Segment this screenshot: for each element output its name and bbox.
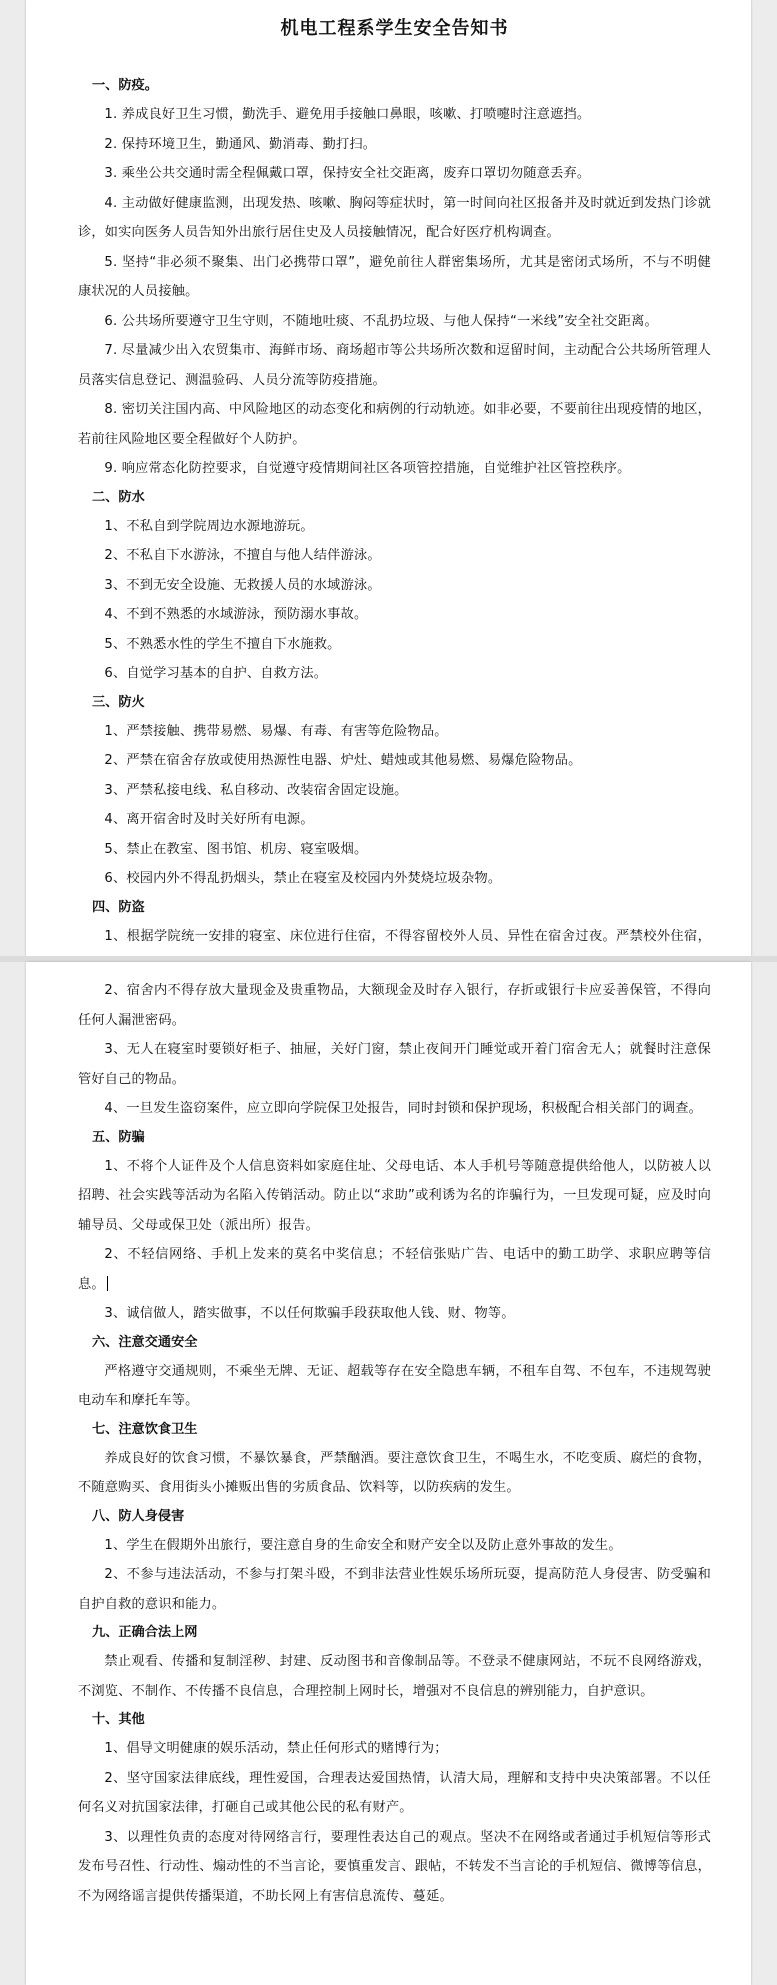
- paragraph: 2、不参与违法活动，不参与打架斗殴，不到非法营业性娱乐场所玩耍，提高防范人身侵害、防受骗和自护自救的意识和能力。: [78, 1567, 711, 1612]
- paragraph: 1、倡导文明健康的娱乐活动，禁止任何形式的赌博行为；: [104, 1741, 448, 1756]
- section-heading: 七、注意饮食卫生: [92, 1421, 198, 1437]
- page-2-body: [78, 976, 711, 1911]
- document-page-2: [26, 962, 751, 1985]
- section-heading: 九、正确合法上网: [92, 1625, 198, 1640]
- paragraph: 4、离开宿舍时及时关好所有电源。: [104, 812, 314, 827]
- paragraph: 1、不将个人证件及个人信息资料如家庭住址、父母电话、本人手机号等随意提供给他人，以防被人以招聘、社会实践等活动为名陷入传销活动。防止以“求助”或利诱为名的诈骗行为，一旦发现可疑，应及时向辅导员、父母或保卫处（派出所）报告。: [78, 1158, 711, 1233]
- paragraph: 4、不到不熟悉的水域游泳，预防溺水事故。: [104, 607, 368, 622]
- paragraph: 1、严禁接触、携带易燃、易爆、有毒、有害等危险物品。: [104, 723, 448, 739]
- paragraph: 禁止观看、传播和复制淫秽、封建、反动图书和音像制品等。不登录不健康网站，不玩不良网络游戏，不浏览、不制作、不传播不良信息，合理控制上网时长，增强对不良信息的辨别能力，自护意识。: [78, 1654, 711, 1699]
- paragraph: 2、不私自下水游泳，不擅自与他人结伴游泳。: [104, 548, 381, 563]
- paragraph: 5. 坚持“非必须不聚集、出门必携带口罩”，避免前往人群密集场所，尤其是密闭式场所，不与不明健康状况的人员接触。: [78, 254, 711, 299]
- paragraph: 严格遵守交通规则，不乘坐无牌、无证、超载等存在安全隐患车辆，不租车自驾、不包车，不违规驾驶电动车和摩托车等。: [78, 1363, 711, 1408]
- page-1-body: [78, 74, 711, 981]
- paragraph: 3、不到无安全设施、无救援人员的水域游泳。: [104, 577, 381, 593]
- section-heading: 六、注意交通安全: [92, 1334, 198, 1350]
- paragraph: 3、以理性负责的态度对待网络言行，要理性表达自己的观点。坚决不在网络或者通过手机短信等形式发布号召性、行动性、煽动性的不当言论，要慎重发言、跟帖，不转发不当言论的手机短信、微博等信息，不为网络谣言提供传播渠道，不助长网上有害信息流传、蔓延。: [78, 1829, 711, 1904]
- paragraph: 2. 保持环境卫生，勤通风、勤消毒、勤打扫。: [104, 136, 377, 152]
- section-heading: 十、其他: [92, 1712, 145, 1727]
- paragraph: 3、无人在寝室时要锁好柜子、抽屉，关好门窗，禁止夜间开门睡觉或开着门宿舍无人；就餐时注意保管好自己的物品。: [78, 1042, 711, 1087]
- section-heading: 四、防盗: [92, 899, 145, 915]
- paragraph: 养成良好的饮食习惯，不暴饮暴食，严禁酗酒。要注意饮食卫生，不喝生水，不吃变质、腐烂的食物，不随意购买、食用街头小摊贩出售的劣质食品、饮料等，以防疾病的发生。: [78, 1450, 711, 1495]
- section-heading: 一、防疫。: [92, 78, 158, 93]
- paragraph: 1、学生在假期外出旅行，要注意自身的生命安全和财产安全以及防止意外事故的发生。: [104, 1537, 622, 1553]
- paragraph: 6、自觉学习基本的自护、自救方法。: [104, 666, 328, 681]
- paragraph: 2、严禁在宿舍存放或使用热源性电器、炉灶、蜡烛或其他易燃、易爆危险物品。: [104, 753, 582, 768]
- document-page-1: [26, 0, 751, 956]
- paragraph: 3、诚信做人，踏实做事，不以任何欺骗手段获取他人钱、财、物等。: [104, 1306, 515, 1321]
- section-heading: 三、防火: [92, 694, 145, 710]
- paragraph: 3. 乘坐公共交通时需全程佩戴口罩，保持安全社交距离，废弃口罩切勿随意丢弃。: [104, 166, 591, 181]
- paragraph: 5、不熟悉水性的学生不擅自下水施救。: [104, 636, 341, 652]
- paragraph: 9. 响应常态化防控要求，自觉遵守疫情期间社区各项管控措施，自觉维护社区管控秩序。: [104, 461, 631, 476]
- paragraph: 2、宿舍内不得存放大量现金及贵重物品，大额现金及时存入银行，存折或银行卡应妥善保管，不得向任何人漏泄密码。: [78, 983, 711, 1028]
- paragraph: 2、坚守国家法律底线，理性爱国，合理表达爱国热情，认清大局，理解和支持中央决策部署。不以任何名义对抗国家法律，打砸自己或其他公民的私有财产。: [78, 1770, 711, 1815]
- paragraph: 6. 公共场所要遵守卫生守则，不随地吐痰、不乱扔垃圾、与他人保持“一米线”安全社交距离。: [104, 313, 658, 329]
- paragraph: 7. 尽量减少出入农贸集市、海鲜市场、商场超市等公共场所次数和逗留时间，主动配合公共场所管理人员落实信息登记、测温验码、人员分流等防疫措施。: [78, 343, 711, 388]
- paragraph: 6、校园内外不得乱扔烟头，禁止在寝室及校园内外焚烧垃圾杂物。: [104, 871, 502, 886]
- section-heading: 二、防水: [92, 489, 145, 505]
- paragraph: 2、不轻信网络、手机上发来的莫名中奖信息；不轻信张贴广告、电话中的勤工助学、求职应聘等信息。: [78, 1247, 711, 1292]
- section-heading: 五、防骗: [92, 1129, 145, 1145]
- paragraph: 1、根据学院统一安排的寝室、床位进行住宿，不得容留校外人员、异性在宿舍过夜。严禁校外住宿，: [104, 928, 711, 944]
- paragraph: 1. 养成良好卫生习惯，勤洗手、避免用手接触口鼻眼，咳嗽、打喷嚏时注意遮挡。: [104, 107, 591, 122]
- document-title: 机电工程系学生安全告知书: [280, 18, 509, 39]
- paragraph: 8. 密切关注国内高、中风险地区的动态变化和病例的行动轨迹。如非必要，不要前往出现疫情的地区，若前往风险地区要全程做好个人防护。: [78, 402, 711, 447]
- section-heading: 八、防人身侵害: [92, 1508, 185, 1524]
- text-cursor: [107, 1276, 108, 1291]
- paragraph: 4. 主动做好健康监测，出现发热、咳嗽、胸闷等症状时，第一时间向社区报备并及时就近到发热门诊就诊，如实向医务人员告知外出旅行居住史及人员接触情况，配合好医疗机构调查。: [78, 195, 711, 240]
- paragraph: 1、不私自到学院周边水源地游玩。: [104, 518, 314, 534]
- paragraph: 5、禁止在教室、图书馆、机房、寝室吸烟。: [104, 841, 368, 857]
- paragraph: 3、严禁私接电线、私自移动、改装宿舍固定设施。: [104, 782, 408, 798]
- paragraph: 4、一旦发生盗窃案件，应立即向学院保卫处报告，同时封锁和保护现场，积极配合相关部门的调查。: [104, 1101, 703, 1116]
